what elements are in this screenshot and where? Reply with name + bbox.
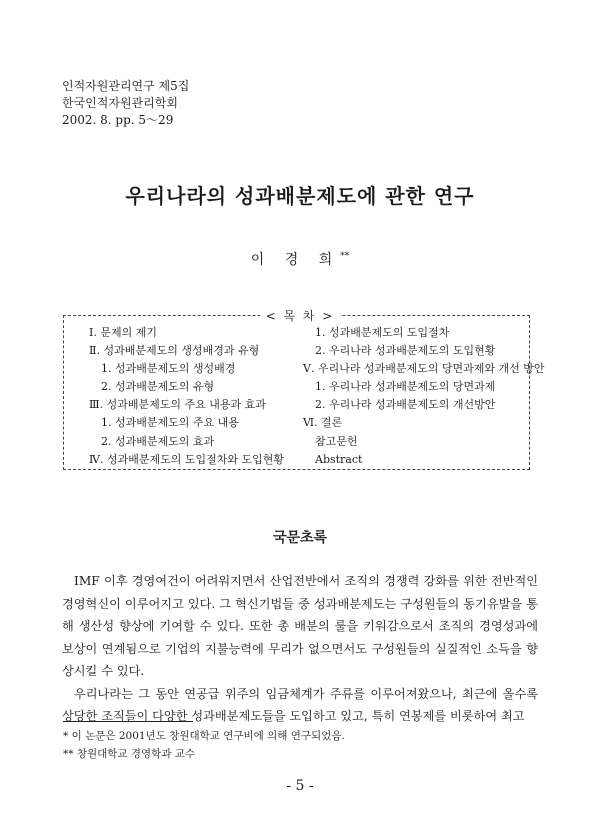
page-number: - 5 - [286,778,314,794]
toc-entry: 1. 성과배분제도의 도입절차 [315,326,450,339]
journal-issue: 2002. 8. pp. 5～29 [62,113,174,127]
toc-entry: 1. 성과배분제도의 주요 내용 [101,416,239,430]
toc-entry: Ⅰ. 문제의 제기 [89,326,157,339]
toc-entry: Ⅲ. 성과배분제도의 주요 내용과 효과 [89,398,266,412]
toc-entry: 참고문헌 [315,434,358,448]
toc-heading: < 목 차 > [0,307,600,324]
toc-entry: 1. 우리나라 성과배분제도의 당면과제 [315,380,496,394]
author-footnote-mark: ** [340,251,350,262]
toc-entry: 1. 성과배분제도의 생성배경 [101,362,236,376]
toc-left-column [89,324,284,469]
footnote-divider [63,721,193,722]
toc-entry: 2. 성과배분제도의 효과 [101,434,215,448]
toc-entry: Ⅴ. 우리나라 성과배분제도의 당면과제와 개선 방안 [303,362,545,376]
toc-entry: 2. 성과배분제도의 유형 [101,380,215,394]
toc-right-column [303,324,544,469]
footnote: * 이 논문은 2001년도 창원대학교 연구비에 의해 연구되었음. [63,730,345,742]
footnote: ** 창원대학교 경영학과 교수 [63,748,196,760]
toc-entry: Ⅱ. 성과배분제도의 생성배경과 유형 [89,344,260,358]
abstract-paragraph: 우리나라는 그 동안 연공급 위주의 임금체계가 주류를 이루어져왔으나, 최근에 올수록 상당한 조직들이 다양한 성과배분제도들을 도입하고 있고, 특히 연봉제를 비롯하여 최고 [62,686,538,723]
author-name: 이 경 희 [250,252,341,268]
toc-entry: Ⅵ. 결론 [303,416,343,430]
abstract-paragraph: IMF 이후 경영여건이 어려워지면서 산업전반에서 조직의 경쟁력 강화를 위한 전반적인 경영혁신이 이루어지고 있다. 그 혁신기법들 중 성과배분제도는 구성원들의 동기유발을 통해 생산성 향상에 기여할 수 있다. 또한 총 배분의 룰을 키워감으로서 조직의 경영성과에 보상이 연계됨으로 기업의 지불능력에 무리가 없으면서도 구성원들의 실질적인 소득을 향상시킬 수 있다. [62,574,538,678]
journal-name: 인적자원관리연구 제5집 [62,79,190,93]
toc-entry: Ⅳ. 성과배분제도의 도입절차와 도입현황 [89,452,284,466]
toc-entry: 2. 우리나라 성과배분제도의 도입현황 [315,344,496,358]
footnotes [63,727,345,763]
toc-entry: 2. 우리나라 성과배분제도의 개선방안 [315,398,496,412]
paper-title: 우리나라의 성과배분제도에 관한 연구 [125,184,475,208]
toc-entry: Abstract [315,452,363,466]
abstract-heading: 국문초록 [272,530,328,546]
journal-society: 한국인적자원관리학회 [62,96,178,110]
abstract-body [62,570,538,728]
journal-info [62,78,189,129]
author-line [0,249,600,269]
